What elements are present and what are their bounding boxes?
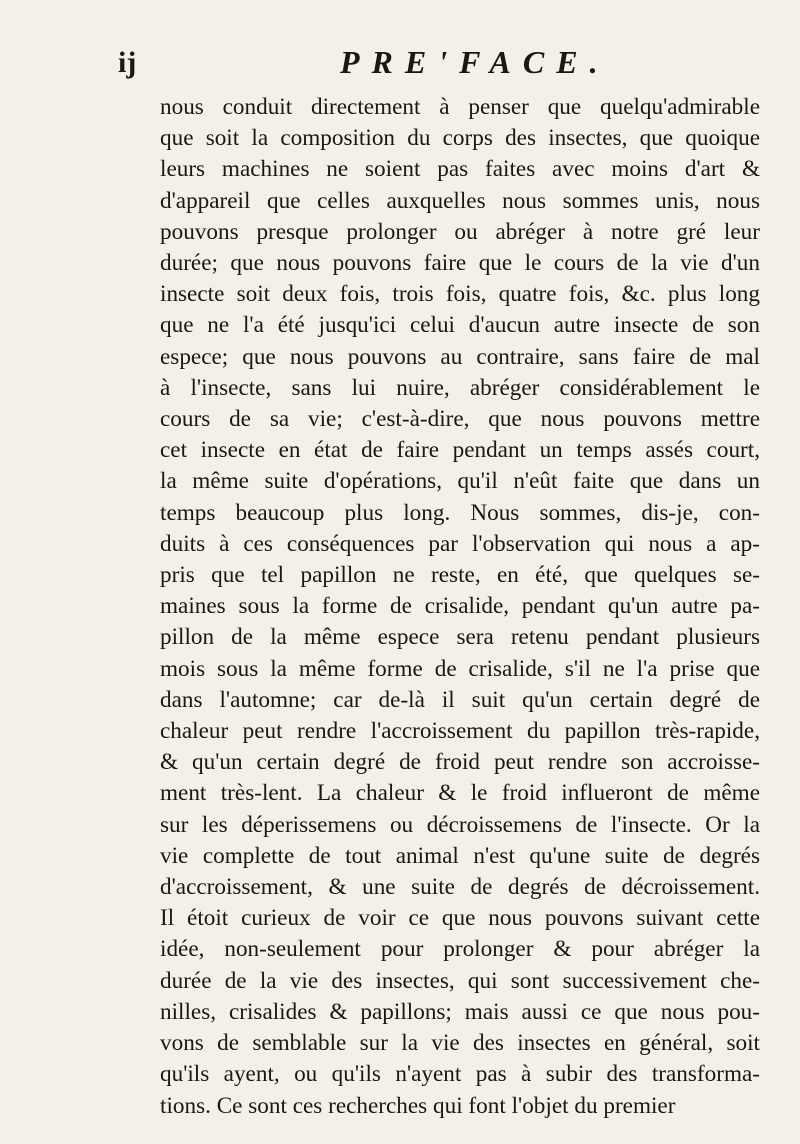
running-title: PRE'FACE. (340, 44, 610, 80)
text-line: cours de sa vie; c'est-à-dire, que nous pouvons mettre (160, 406, 760, 433)
text-line: nous conduit directement à penser que quelqu'admirable (160, 94, 760, 120)
text-line: que soit la composition du corps des insectes, que quoique (160, 125, 760, 152)
page-number: ij (118, 46, 137, 79)
text-line: tions. Ce sont ces recherches qui font l'objet du premier (160, 1092, 676, 1119)
text-line: & qu'un certain degré de froid peut rendre son accroisse- (160, 749, 760, 776)
text-line: dans l'automne; car de-là il suit qu'un certain degré de (160, 686, 760, 713)
text-line: chaleur peut rendre l'accroissement du papillon très-rapide, (160, 718, 760, 745)
text-line: Il étoit curieux de voir ce que nous pouvons suivant cette (160, 905, 760, 932)
text-line: temps beaucoup plus long. Nous sommes, dis-je, con- (160, 499, 760, 526)
text-line: vons de semblable sur la vie des insectes en général, soit (160, 1030, 760, 1057)
text-line: d'appareil que celles auxquelles nous sommes unis, nous (160, 187, 760, 214)
text-line: mois sous la même forme de crisalide, s'il ne l'a prise que (160, 655, 760, 682)
text-line: cet insecte en état de faire pendant un temps assés court, (160, 437, 760, 464)
text-line: leurs machines ne soient pas faites avec moins d'art & (160, 156, 760, 183)
text-line: sur les déperissemens ou décroissemens de l'insecte. Or la (160, 811, 760, 838)
text-line: nilles, crisalides & papillons; mais aussi ce que nous pou- (160, 998, 760, 1025)
text-line: qu'ils ayent, ou qu'ils n'ayent pas à subir des transforma- (160, 1061, 760, 1088)
text-line: d'accroissement, & une suite de degrés de décroissement. (160, 874, 760, 901)
text-line: idée, non-seulement pour prolonger & pour abréger la (160, 936, 760, 963)
text-line: maines sous la forme de crisalide, pendant qu'un autre pa- (160, 593, 760, 620)
text-line: durée de la vie des insectes, qui sont successivement che- (160, 967, 760, 994)
body-text (160, 92, 760, 1122)
text-line: insecte soit deux fois, trois fois, quatre fois, &c. plus long (160, 281, 760, 308)
text-line: que ne l'a été jusqu'ici celui d'aucun autre insecte de son (160, 312, 760, 339)
text-line: duits à ces conséquences par l'observation qui nous a ap- (160, 530, 760, 557)
text-line: pouvons presque prolonger ou abréger à notre gré leur (160, 218, 760, 245)
text-line: durée; que nous pouvons faire que le cours de la vie d'un (160, 250, 760, 277)
text-line: la même suite d'opérations, qu'il n'eût faite que dans un (160, 468, 760, 495)
text-line: vie complette de tout animal n'est qu'une suite de degrés (160, 842, 760, 869)
page-header (118, 42, 758, 88)
text-line: ment très-lent. La chaleur & le froid influeront de même (160, 780, 760, 807)
text-line: espece; que nous pouvons au contraire, sans faire de mal (160, 343, 760, 370)
text-line: pris que tel papillon ne reste, en été, que quelques se- (160, 562, 760, 589)
text-line: pillon de la même espece sera retenu pendant plusieurs (160, 624, 760, 651)
text-line: à l'insecte, sans lui nuire, abréger considérablement le (160, 374, 760, 401)
